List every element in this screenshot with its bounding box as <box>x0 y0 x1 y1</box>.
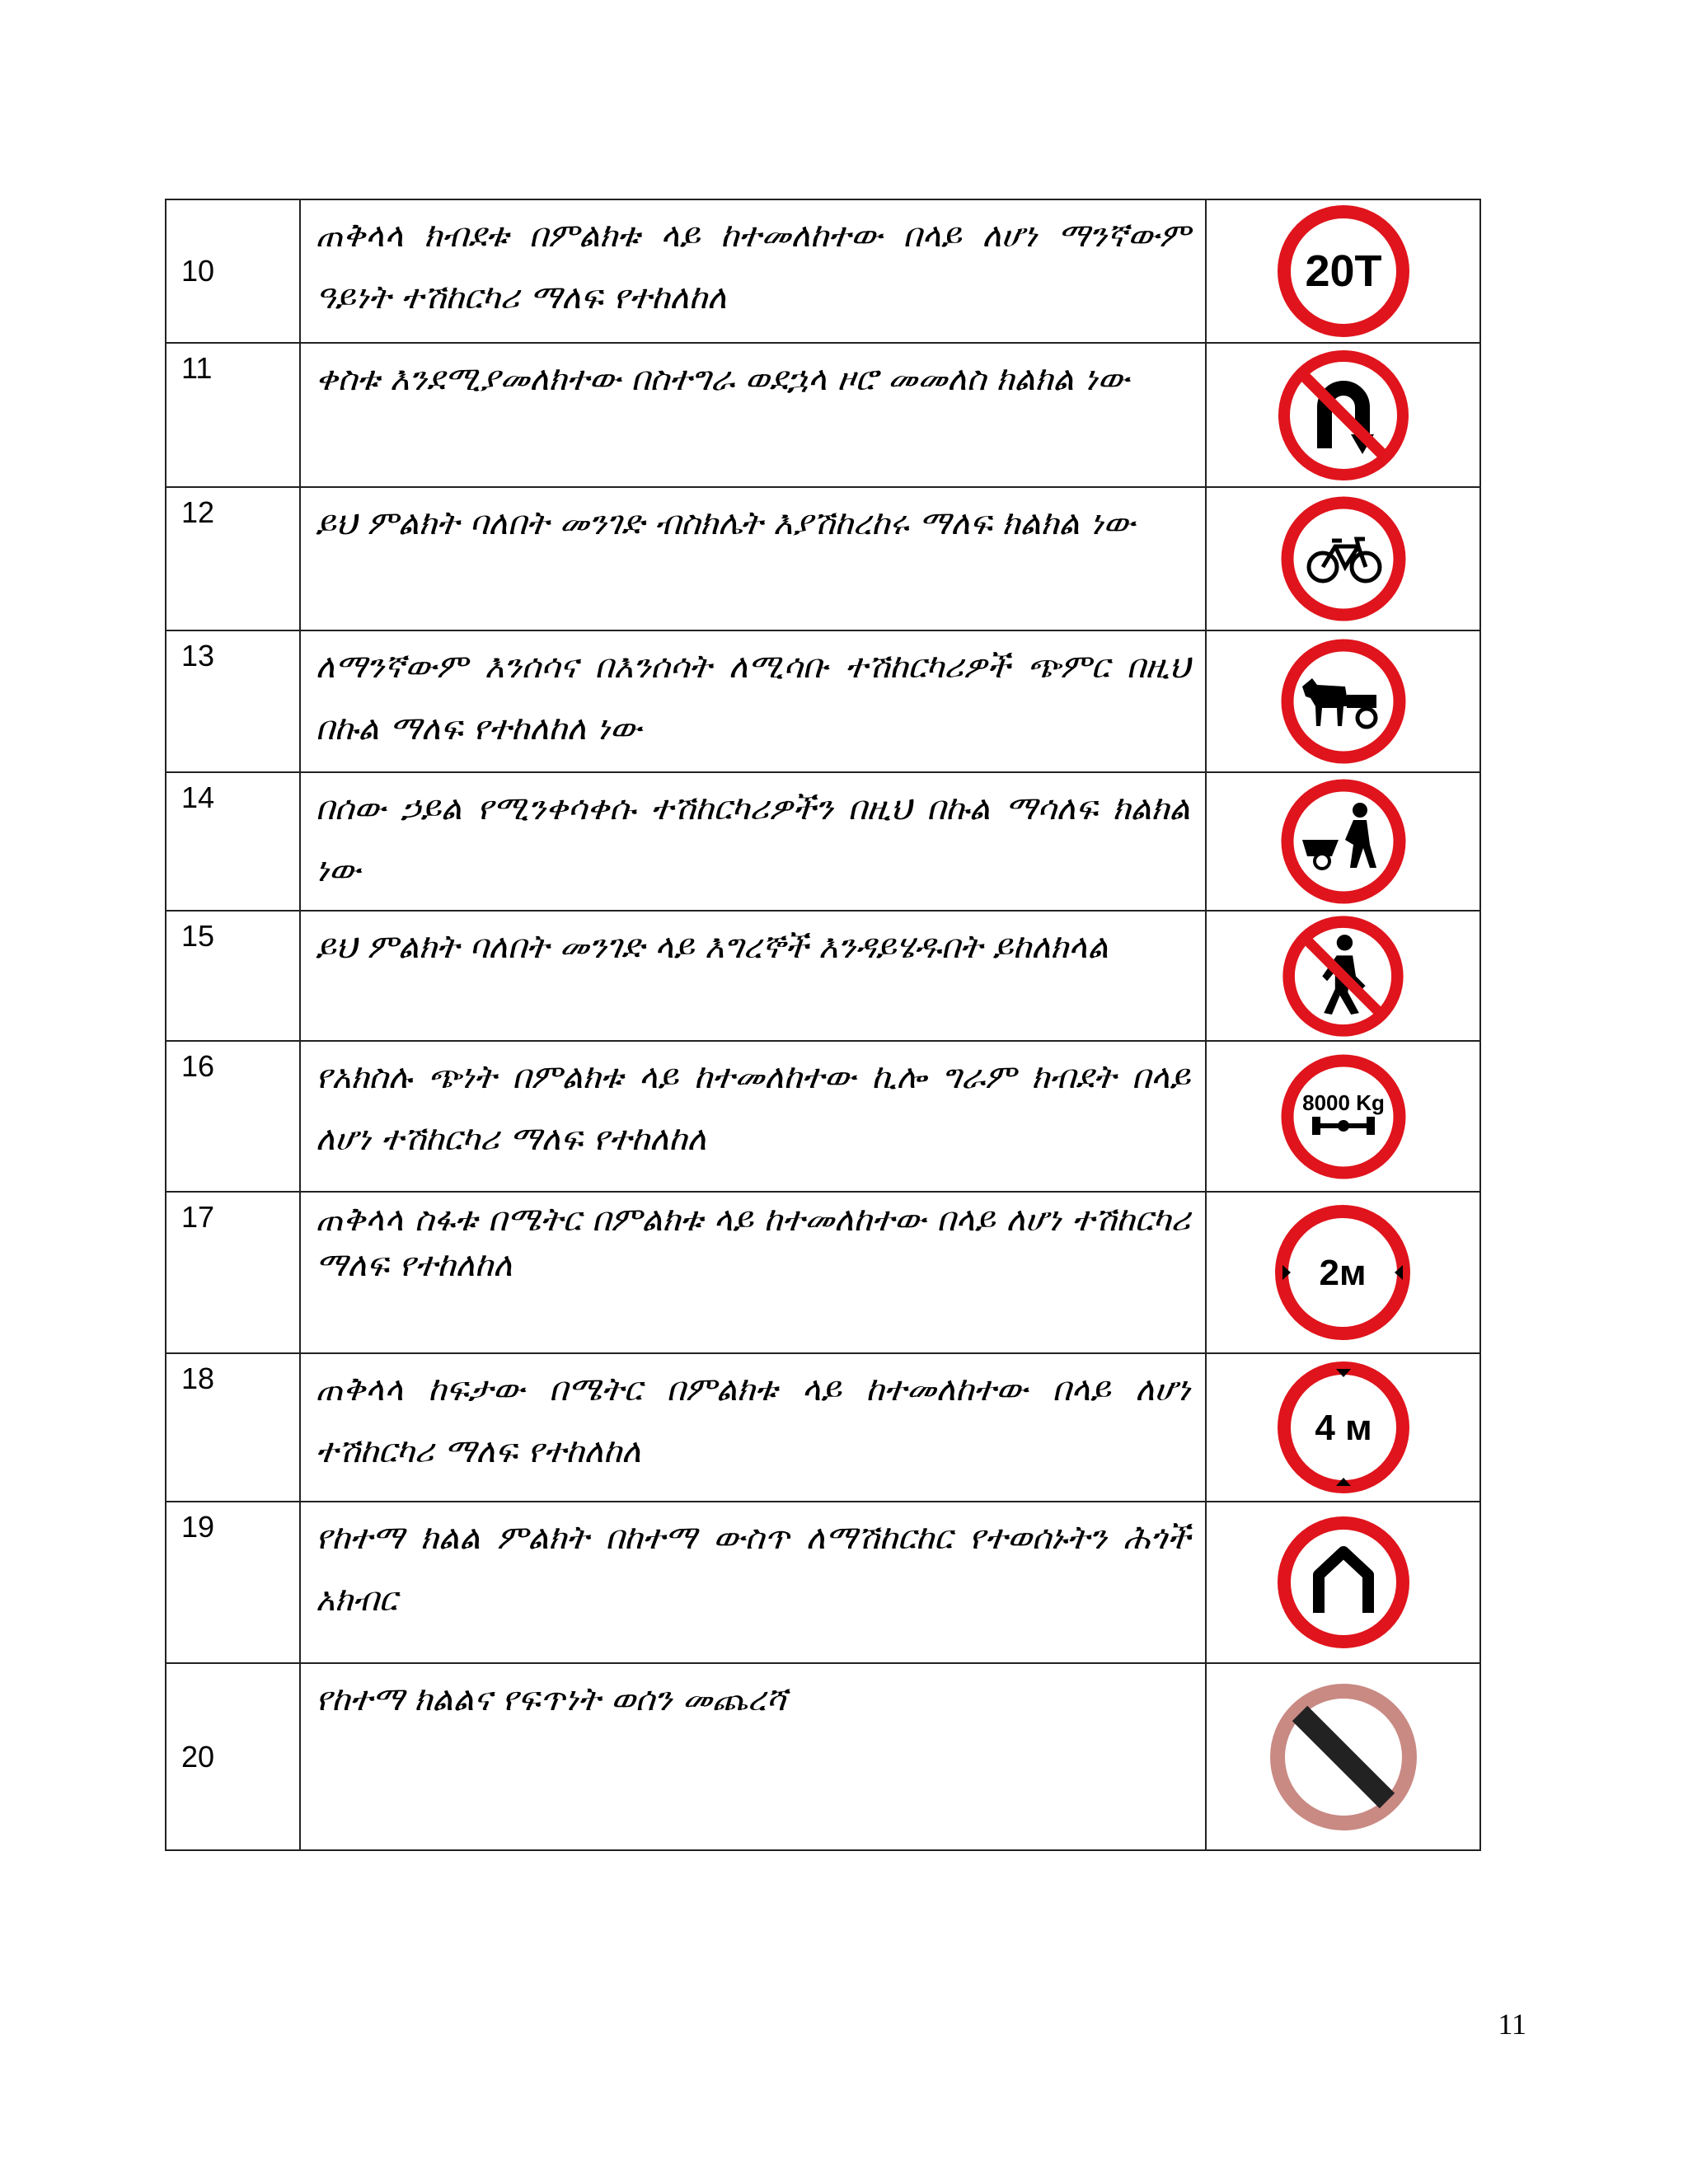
row-number-cell <box>166 487 300 630</box>
row-number: 20 <box>181 1739 215 1774</box>
table-row <box>166 1192 1480 1353</box>
sign-cell <box>1206 911 1480 1041</box>
row-number: 10 <box>181 254 215 288</box>
sign-cell <box>1206 343 1480 487</box>
row-number-cell <box>166 199 300 343</box>
row-number-cell <box>166 630 300 772</box>
sign-description: ቀስቱ እንደሚያመለክተው በስተግራ ወደኋላ ዞሮ መመለስ ክልክል ነው <box>316 360 1129 398</box>
row-number-cell <box>166 772 300 911</box>
no-animal-drawn-vehicles-icon <box>1278 635 1409 767</box>
description-cell <box>300 343 1206 487</box>
sign-description: የከተማ ክልልና የፍጥነት ወሰን መጨረሻ <box>316 1680 787 1718</box>
row-number: 13 <box>181 639 215 673</box>
page-number: 11 <box>1498 2008 1526 2041</box>
description-cell <box>300 487 1206 630</box>
row-number-cell <box>166 1663 300 1850</box>
sign-cell <box>1206 199 1480 343</box>
table-row <box>166 911 1480 1041</box>
weight-20t-icon <box>1273 201 1414 341</box>
axle-load-8000kg-icon <box>1278 1051 1409 1183</box>
sign-description: ይህ ምልክት ባለበት መንገድ ብስክሌት እያሽከረከሩ ማለፍ ክልክል ነው <box>316 504 1135 542</box>
table-row <box>166 772 1480 911</box>
sign-description: በሰው ኃይል የሚንቀሳቀሱ ተሽከርካሪዎችን በዚህ በኩል ማሳለፍ ክልክል ነው <box>316 790 1190 889</box>
description-cell <box>300 199 1206 343</box>
sign-description: የአክስሉ ጭነት በምልክቱ ላይ ከተመለከተው ኪሎ ግራም ክብደት በላይ ለሆነ ተሽከርካሪ ማለፍ የተከለከለ <box>316 1058 1190 1158</box>
traffic-signs-table <box>165 199 1481 1851</box>
description-cell <box>300 1502 1206 1663</box>
no-bicycles-icon <box>1278 493 1409 625</box>
row-number-cell <box>166 1353 300 1502</box>
sign-label: 4 м <box>1314 1408 1372 1448</box>
row-number: 11 <box>181 351 213 385</box>
row-number-cell <box>166 1041 300 1192</box>
sign-description: የከተማ ክልል ምልክት በከተማ ውስጥ ለማሽከርከር የተወሰኑትን ሕጎች አክብር <box>316 1519 1190 1619</box>
no-handcarts-icon <box>1278 776 1409 907</box>
table-row <box>166 487 1480 630</box>
end-of-restrictions-icon <box>1265 1679 1422 1835</box>
height-limit-4m-icon <box>1273 1357 1414 1497</box>
sign-label: 20T <box>1304 246 1382 296</box>
description-cell <box>300 1663 1206 1850</box>
sign-cell <box>1206 1663 1480 1850</box>
table-row <box>166 1663 1480 1850</box>
width-limit-2m-icon <box>1271 1201 1415 1345</box>
sign-description: ጠቅላላ ከፍታው በሜትር በምልክቱ ላይ ከተመለከተው በላይ ለሆነ ተሽከርካሪ ማለፍ የተከለከለ <box>316 1371 1190 1470</box>
row-number: 17 <box>181 1200 215 1234</box>
built-up-area-icon <box>1273 1512 1414 1652</box>
sign-label: 8000 Kg <box>1301 1090 1385 1115</box>
sign-description: ይህ ምልክት ባለበት መንገድ ላይ እግረኞች እንዳይሄዱበት ይከለክላል <box>316 928 1109 966</box>
no-pedestrians-icon <box>1279 912 1407 1040</box>
description-cell <box>300 772 1206 911</box>
row-number: 15 <box>181 919 215 953</box>
sign-description: ጠቅላላ ስፋቱ በሜትር በምልክቱ ላይ ከተመለከተው በላይ ለሆነ ተሽከርካሪ ማለፍ የተከለከለ <box>316 1201 1190 1284</box>
description-cell <box>300 1192 1206 1353</box>
sign-cell <box>1206 630 1480 772</box>
sign-label: 2м <box>1319 1252 1367 1293</box>
row-number-cell <box>166 1192 300 1353</box>
description-cell <box>300 630 1206 772</box>
row-number-cell <box>166 1502 300 1663</box>
row-number-cell <box>166 911 300 1041</box>
description-cell <box>300 1353 1206 1502</box>
table-row <box>166 630 1480 772</box>
row-number: 12 <box>181 495 215 529</box>
sign-cell <box>1206 1041 1480 1192</box>
row-number: 19 <box>181 1510 215 1544</box>
sign-cell <box>1206 772 1480 911</box>
sign-description: ጠቅላላ ክብደቱ በምልክቱ ላይ ከተመለከተው በላይ ለሆነ ማንኛውም ዓይነት ተሽከርካሪ ማለፍ የተከለከለ <box>316 217 1190 316</box>
table-row <box>166 1041 1480 1192</box>
description-cell <box>300 1041 1206 1192</box>
row-number: 16 <box>181 1049 215 1083</box>
table-row <box>166 1502 1480 1663</box>
sign-cell <box>1206 1192 1480 1353</box>
row-number: 14 <box>181 780 215 814</box>
sign-cell <box>1206 1502 1480 1663</box>
sign-description: ለማንኛውም እንሰሳና በእንሰሳት ለሚሳቡ ተሽከርካሪዎች ጭምር በዚህ በኩል ማለፍ የተከለከለ ነው <box>316 648 1190 748</box>
sign-cell <box>1206 487 1480 630</box>
table-row <box>166 1353 1480 1502</box>
description-cell <box>300 911 1206 1041</box>
sign-cell <box>1206 1353 1480 1502</box>
row-number: 18 <box>181 1361 215 1395</box>
row-number-cell <box>166 343 300 487</box>
table-row <box>166 343 1480 487</box>
no-u-turn-icon <box>1273 345 1414 485</box>
table-row <box>166 199 1480 343</box>
